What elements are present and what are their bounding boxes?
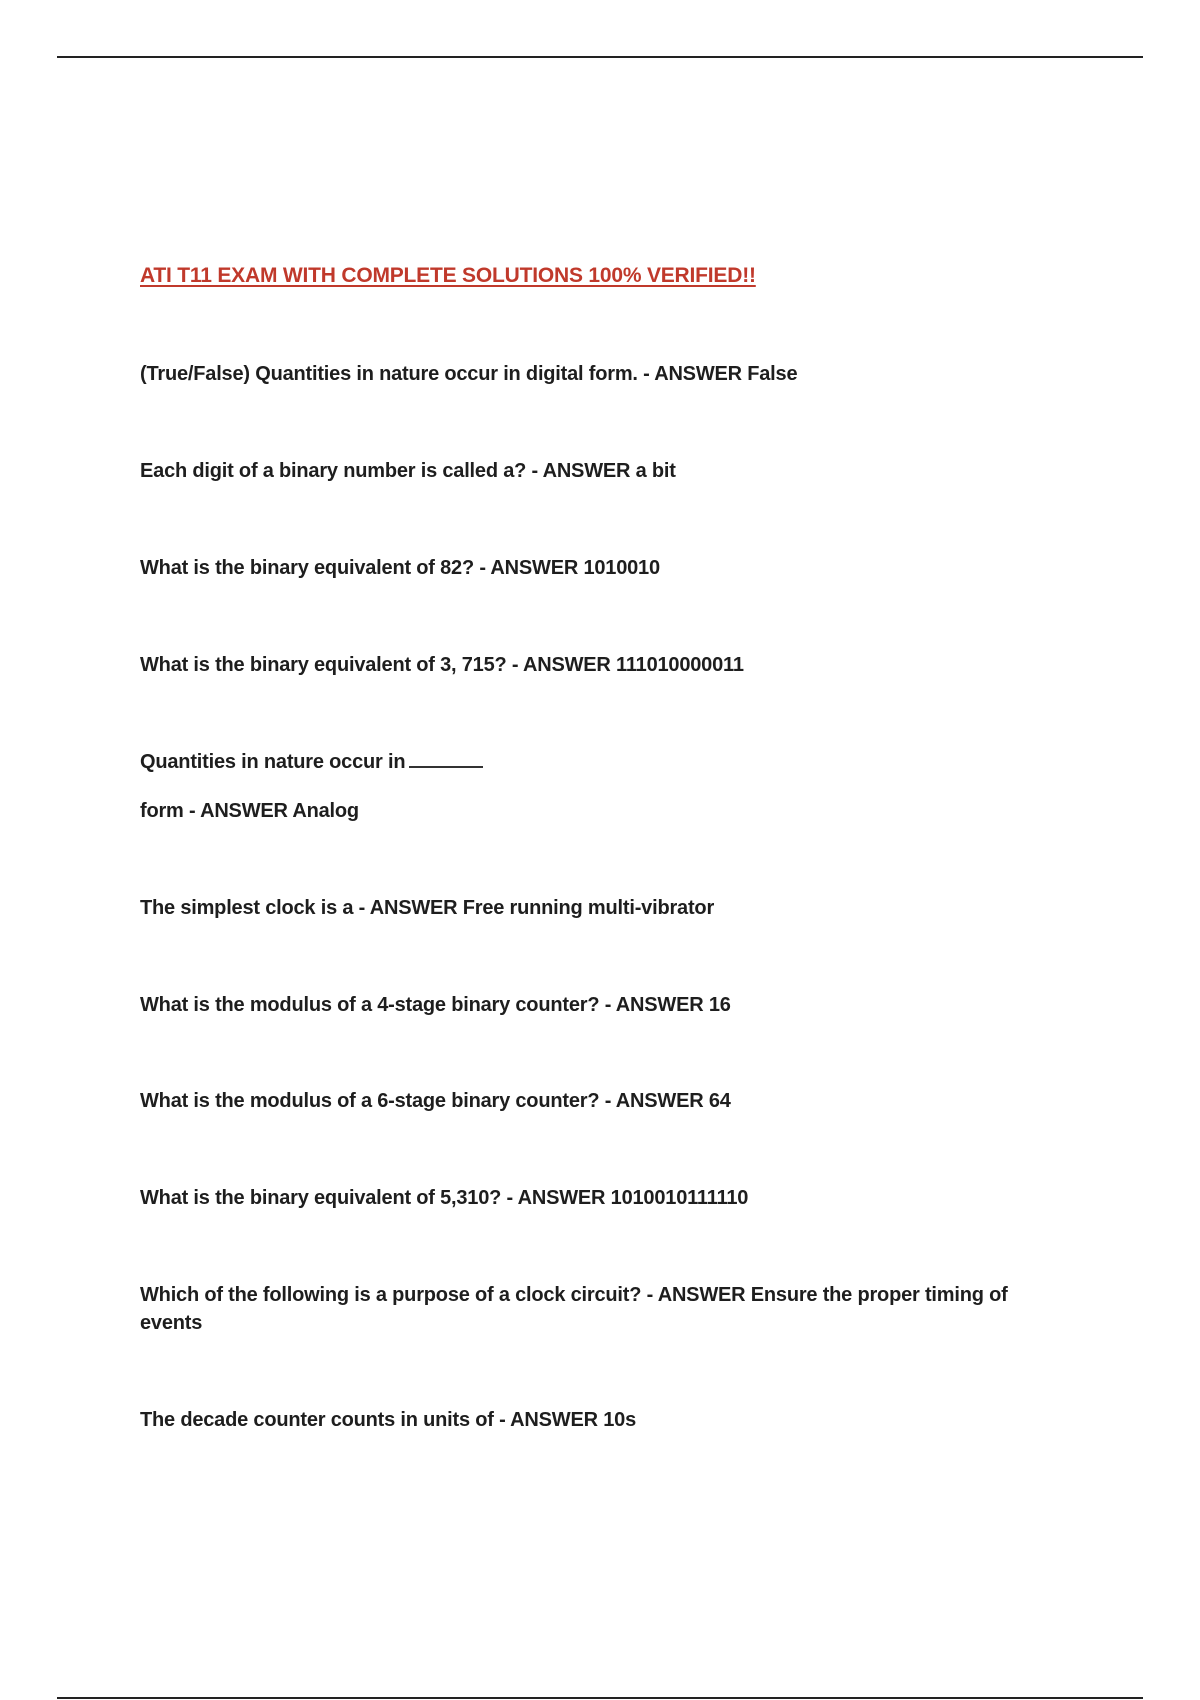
qa-item-6: The simplest clock is a - ANSWER Free running multi-vibrator <box>140 897 715 919</box>
qa-item-10: Which of the following is a purpose of a clock circuit? - ANSWER Ensure the proper timing of events <box>140 1284 1008 1334</box>
document-title: ATI T11 EXAM WITH COMPLETE SOLUTIONS 100% VERIFIED!! <box>140 264 756 287</box>
qa-item-7: What is the modulus of a 4-stage binary counter? - ANSWER 16 <box>140 994 731 1016</box>
qa-item-5-question <box>140 748 1040 776</box>
top-rule <box>57 56 1143 58</box>
fill-in-blank <box>409 748 483 768</box>
qa-item-5-answer: form - ANSWER Analog <box>140 800 359 822</box>
qa-item-11: The decade counter counts in units of - ANSWER 10s <box>140 1409 636 1431</box>
qa-item-4: What is the binary equivalent of 3, 715? - ANSWER 111010000011 <box>140 654 744 676</box>
qa-item-2: Each digit of a binary number is called a? - ANSWER a bit <box>140 460 676 482</box>
qa-item-5-text: Quantities in nature occur in <box>140 751 406 773</box>
bottom-rule <box>57 1697 1143 1699</box>
qa-item-8: What is the modulus of a 6-stage binary counter? - ANSWER 64 <box>140 1090 731 1112</box>
qa-item-9: What is the binary equivalent of 5,310? - ANSWER 1010010111110 <box>140 1187 749 1209</box>
qa-item-3: What is the binary equivalent of 82? - ANSWER 1010010 <box>140 557 660 579</box>
qa-item-1: (True/False) Quantities in nature occur in digital form. - ANSWER False <box>140 363 798 385</box>
